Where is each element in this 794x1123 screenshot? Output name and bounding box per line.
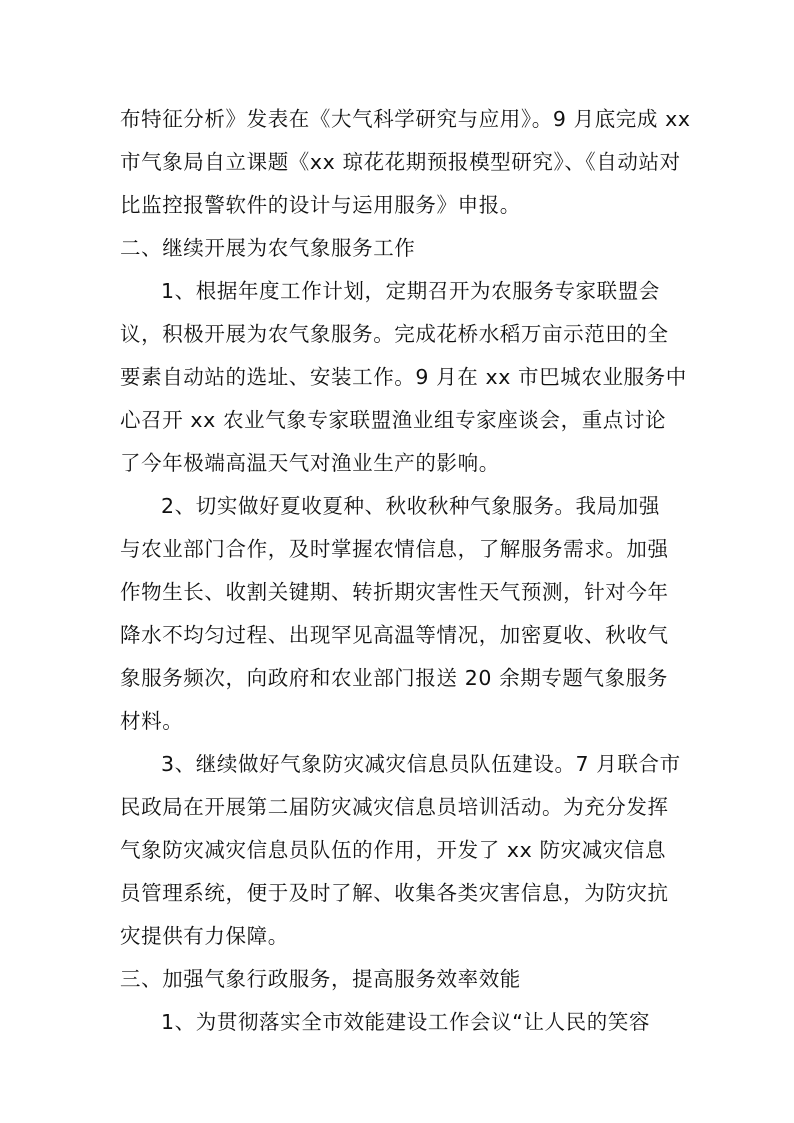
paragraph-3-line-2: 民政局在开展第二届防灾减灾信息员培训活动。为充分发挥: [120, 795, 669, 819]
paragraph-1-line-2: 议，积极开展为农气象服务。完成花桥水稻万亩示范田的全: [120, 322, 669, 346]
paragraph-2-line-6: 材料。: [120, 709, 184, 733]
paragraph-4-line-1: 1、为贯彻落实全市效能建设工作会议“让人民的笑容: [161, 1010, 651, 1034]
section-heading-3: 三、加强气象行政服务，提高服务效率效能: [120, 967, 521, 991]
paragraph-3-line-5: 灾提供有力保障。: [120, 924, 289, 948]
paragraph-3-line-1: 3、继续做好气象防灾减灾信息员队伍建设。7 月联合市: [161, 752, 681, 776]
text-line-3: 比监控报警软件的设计与运用服务》申报。: [120, 193, 521, 217]
text-line-2: 市气象局自立课题《xx 琼花花期预报模型研究》、《自动站对: [120, 150, 681, 174]
paragraph-3-line-4: 员管理系统，便于及时了解、收集各类灾害信息，为防灾抗: [120, 881, 669, 905]
paragraph-2-line-4: 降水不均匀过程、出现罕见高温等情况，加密夏收、秋收气: [120, 623, 669, 647]
paragraph-3-line-3: 气象防灾减灾信息员队伍的作用，开发了 xx 防灾减灾信息: [120, 838, 667, 862]
paragraph-1-line-3: 要素自动站的选址、安装工作。9 月在 xx 市巴城农业服务中: [120, 365, 687, 389]
paragraph-1-line-4: 心召开 xx 农业气象专家联盟渔业组专家座谈会，重点讨论: [120, 408, 667, 432]
paragraph-2-line-5: 象服务频次，向政府和农业部门报送 20 余期专题气象服务: [120, 666, 668, 690]
section-heading-2: 二、继续开展为农气象服务工作: [120, 236, 416, 260]
paragraph-1-line-5: 了今年极端高温天气对渔业生产的影响。: [120, 451, 500, 475]
paragraph-1-line-1: 1、根据年度工作计划，定期召开为农服务专家联盟会: [161, 279, 660, 303]
text-line-1: 布特征分析》发表在《大气科学研究与应用》。9 月底完成 xx: [120, 107, 691, 131]
paragraph-2-line-1: 2、切实做好夏收夏种、秋收秋种气象服务。我局加强: [161, 494, 660, 518]
paragraph-2-line-2: 与农业部门合作，及时掌握农情信息，了解服务需求。加强: [120, 537, 669, 561]
paragraph-2-line-3: 作物生长、收割关键期、转折期灾害性天气预测，针对今年: [120, 580, 669, 604]
document-body: [120, 98, 691, 1044]
